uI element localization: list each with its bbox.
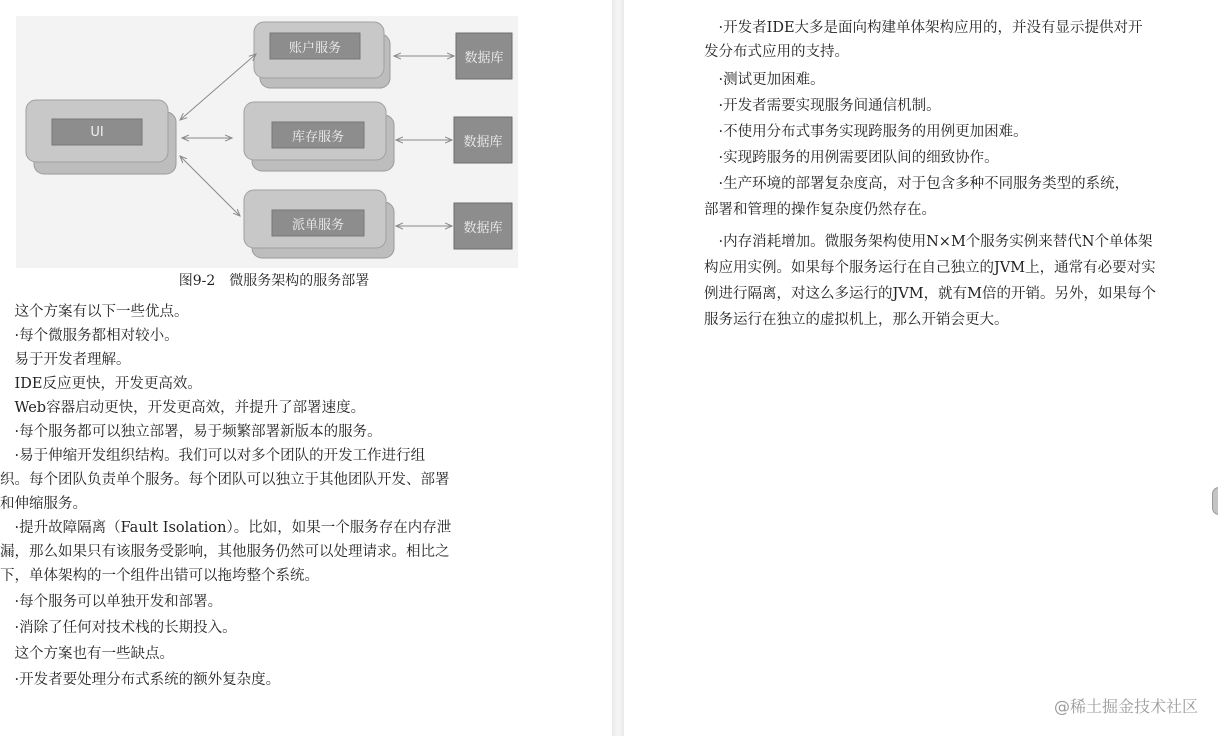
watermark: @稀土掘金技术社区: [1053, 697, 1198, 716]
left-paragraph-line: 漏，那么如果只有该服务受影响，其他服务仍然可以处理请求。相比之: [0, 544, 450, 560]
left-paragraph-line: IDE反应更快，开发更高效。: [0, 376, 202, 392]
right-paragraph-line: ·开发者IDE大多是面向构建单体架构应用的，并没有显示提供对开: [704, 20, 1143, 36]
database-label-2: 数据库: [463, 134, 503, 150]
left-paragraph-line: ·提升故障隔离（Fault Isolation）。比如，如果一个服务存在内存泄: [0, 520, 452, 536]
account-service-label: 账户服务: [288, 40, 341, 56]
inventory-service-label: 库存服务: [291, 129, 344, 145]
arrow-ui-dispatch: [180, 156, 240, 216]
right-paragraph-line: ·开发者需要实现服务间通信机制。: [704, 98, 941, 114]
left-paragraph-line: ·易于伸缩开发组织结构。我们可以对多个团队的开发工作进行组: [0, 448, 426, 464]
left-paragraph-line: 易于开发者理解。: [0, 352, 131, 368]
figure-caption: 图9-2 微服务架构的服务部署: [178, 273, 370, 289]
ui-label: UI: [90, 124, 104, 140]
right-paragraph-line: 服务运行在独立的虚拟机上，那么开销会更大。: [704, 312, 1009, 328]
left-paragraph-line: ·每个服务都可以独立部署，易于频繁部署新版本的服务。: [0, 424, 382, 440]
dispatch-service-label: 派单服务: [291, 217, 344, 233]
microservice-deployment-diagram: [16, 16, 518, 268]
right-paragraph-line: ·生产环境的部署复杂度高，对于包含多种不同服务类型的系统，: [704, 176, 1130, 192]
page-gutter: [612, 0, 624, 736]
right-paragraph-line: 发分布式应用的支持。: [704, 44, 849, 60]
left-paragraph-line: ·开发者要处理分布式系统的额外复杂度。: [0, 672, 281, 688]
right-paragraph-line: 例进行隔离，对这么多运行的JVM，就有M倍的开销。另外，如果每个: [704, 286, 1156, 302]
left-paragraph-line: ·每个微服务都相对较小。: [0, 328, 179, 344]
right-paragraph-line: ·不使用分布式事务实现跨服务的用例更加困难。: [704, 124, 1028, 140]
right-paragraph-line: ·内存消耗增加。微服务架构使用N×M个服务实例来替代N个单体架: [704, 234, 1153, 250]
database-label-3: 数据库: [463, 220, 503, 236]
right-page: [624, 0, 1218, 736]
left-paragraph-line: 织。每个团队负责单个服务。每个团队可以独立于其他团队开发、部署: [0, 472, 450, 488]
left-paragraph-line: 这个方案有以下一些优点。: [0, 304, 189, 320]
right-paragraph-line: 部署和管理的操作复杂度仍然存在。: [704, 202, 936, 218]
right-paragraph-line: ·实现跨服务的用例需要团队间的细致协作。: [704, 150, 999, 166]
left-paragraph-line: ·每个服务可以单独开发和部署。: [0, 594, 223, 610]
left-paragraph-line: ·消除了任何对技术栈的长期投入。: [0, 620, 237, 636]
left-paragraph-line: Web容器启动更快，开发更高效，并提升了部署速度。: [0, 400, 366, 416]
left-paragraph-line: 这个方案也有一些缺点。: [0, 646, 174, 662]
right-paragraph-line: 构应用实例。如果每个服务运行在自己独立的JVM上，通常有必要对实: [704, 260, 1156, 276]
left-paragraph-line: 下，单体架构的一个组件出错可以拖垮整个系统。: [0, 568, 319, 584]
right-paragraph-line: ·测试更加困难。: [704, 72, 825, 88]
scroll-handle[interactable]: [1212, 487, 1218, 515]
left-paragraph-line: 和伸缩服务。: [0, 496, 87, 512]
database-label-1: 数据库: [464, 50, 504, 66]
